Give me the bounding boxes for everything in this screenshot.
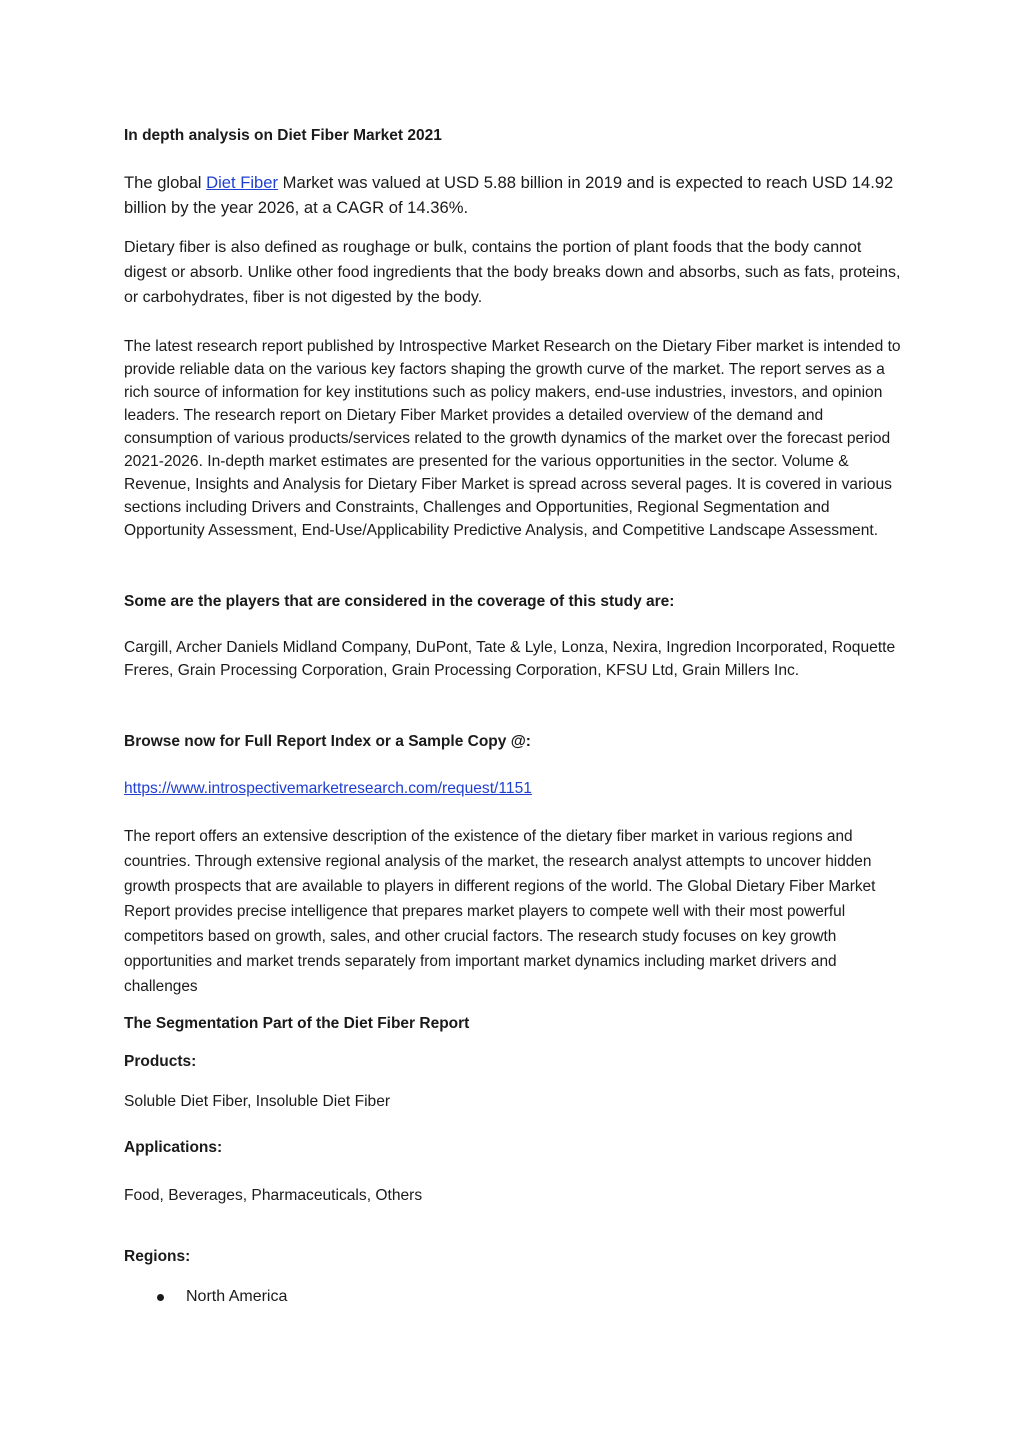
segmentation-heading: The Segmentation Part of the Diet Fiber Report (124, 1015, 470, 1032)
sample-copy-link[interactable]: https://www.introspectivemarketresearch.com/request/1151 (124, 780, 532, 797)
players-heading: Some are the players that are considered in the coverage of this study are: (124, 593, 675, 610)
products-heading: Products: (124, 1053, 197, 1070)
applications-heading: Applications: (124, 1139, 223, 1156)
diet-fiber-link[interactable]: Diet Fiber (206, 173, 279, 192)
intro-prefix: The global (124, 173, 207, 192)
bullet-icon (157, 1294, 164, 1301)
region-item-label: North America (186, 1288, 288, 1305)
browse-heading: Browse now for Full Report Index or a Sample Copy @: (124, 733, 531, 750)
regions-heading: Regions: (124, 1248, 191, 1265)
list-item (124, 1286, 904, 1308)
intro-suffix: Market was valued at USD 5.88 billion in 2019 and is expected to reach USD 14.92 billion by the year 2026, at a CAGR of 14.36%. (124, 173, 894, 217)
intro-paragraph (124, 170, 904, 220)
definition-paragraph: Dietary fiber is also defined as roughage or bulk, contains the portion of plant foods that the body cannot digest or absorb. Unlike other food ingredients that the body breaks down and absorbs, such as fats, proteins, or carbohydrates, fiber is not digested by the body. (124, 239, 901, 306)
players-list: Cargill, Archer Daniels Midland Company, DuPont, Tate & Lyle, Lonza, Nexira, Ingredion Incorporated, Roquette Freres, Grain Processing Corporation, Grain Processing Corporation, KFSU Ltd, Grain Millers Inc. (124, 639, 896, 679)
regional-description-paragraph: The report offers an extensive description of the existence of the dietary fiber market in various regions and countries. Through extensive regional analysis of the market, the research analyst attempts to uncover hidden growth prospects that are available to players in different regions of the world. The Global Dietary Fiber Market Report provides precise intelligence that prepares market players to compete well with their most powerful competitors based on growth, sales, and other crucial factors. The research study focuses on key growth opportunities and market trends separately from important market dynamics including market drivers and challenges (124, 828, 876, 995)
applications-items: Food, Beverages, Pharmaceuticals, Others (124, 1187, 423, 1204)
regions-list (124, 1286, 904, 1308)
document-title: In depth analysis on Diet Fiber Market 2021 (124, 127, 442, 144)
sample-link-paragraph (124, 777, 904, 800)
products-items: Soluble Diet Fiber, Insoluble Diet Fiber (124, 1093, 391, 1110)
report-overview-paragraph: The latest research report published by Introspective Market Research on the Dietary Fiber market is intended to provide reliable data on the various key factors shaping the growth curve of the market. The report serves as a rich source of information for key institutions such as policy makers, end-use industries, investors, and opinion leaders. The research report on Dietary Fiber Market provides a detailed overview of the demand and consumption of various products/services related to the growth dynamics of the market over the forecast period 2021-2026. In-depth market estimates are presented for the various opportunities in the sector. Volume & Revenue, Insights and Analysis for Dietary Fiber Market is spread across several pages. It is covered in various sections including Drivers and Constraints, Challenges and Opportunities, Regional Segmentation and Opportunity Assessment, End-Use/Applicability Predictive Analysis, and Competitive Landscape Assessment. (124, 338, 901, 539)
